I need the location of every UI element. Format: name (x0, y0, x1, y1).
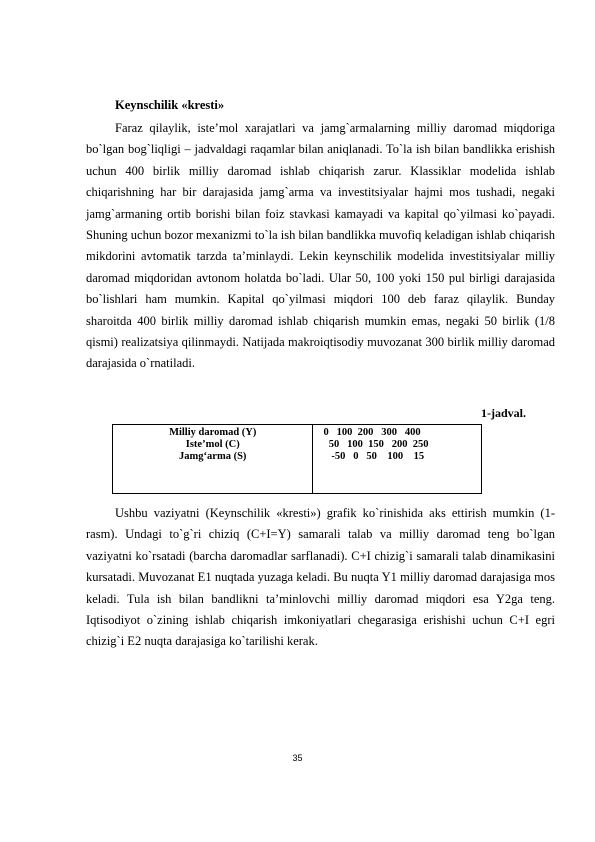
table-label-savings: Jamg‘arma (S) (179, 451, 247, 462)
table-values-consumption: 50 100 150 200 250 (323, 439, 429, 450)
data-table (112, 424, 482, 494)
table-label-consumption: Iste’mol (C) (185, 439, 240, 450)
table-values-savings: -50 0 50 100 15 (323, 451, 425, 462)
table-value-column (313, 425, 482, 494)
paragraph-graph: Ushbu vaziyatni (Keynschilik «kresti») grafik ko`rinishida aks ettirish mumkin (1-rasm). Undagi to`g`ri chiziq (C+I=Y) samarali talab va milliy daromad teng bo`lgan vaziyatni ko`rsatadi (barcha daromadlar sarflanadi). C+I chizig`i samarali talab dinamikasini kursatadi. Muvozanat E1 nuqtada yuzaga keladi. Bu nuqta Y1 milliy daromad darajasiga mos keladi. Tula ish bilan bandlikni ta’minlovchi milliy daromad miqdori esa Y2ga teng. Iqtisodiyot o`zining ishlab chiqarish imkoniyatlari chegarasiga erishishi uchun C+I egri chizig`i E2 nuqta darajasiga ko`tarilishi kerak. (86, 506, 555, 649)
paragraph-intro: Faraz qilaylik, iste’mol xarajatlari va jamg`armalarning milliy daromad miqdoriga bo`lgan bog`liqligi – jadvaldagi raqamlar bilan aniqlanadi. To`la ish bilan bandlikka erishish uchun 400 birlik milliy daromad ishlab chiqarish zarur. Klassiklar modelida ishlab chiqarishning har bir darajasida jamg`arma va investitsiyalar hajmi mos tushadi, negaki jamg`armaning ortib borishi bilan foiz stavkasi kamayadi va kapital qo`yilmasi ko`payadi. Shuning uchun bozor mexanizmi to`la ish bilan bandlikka muvofiq keladigan ishlab chiqarish mikdorini avtomatik tarzda ta’minlaydi. Lekin keynschilik modelida investitsiyalar milliy daromad miqdoridan avtonom holatda bo`ladi. Ular 50, 100 yoki 150 pul birligi darajasida bo`lishlari ham mumkin. Kapital qo`yilmasi miqdori 100 deb faraz qilaylik. Bunday sharoitda 400 birlik milliy daromad ishlab chiqarish mumkin emas, negaki 50 birlik (1/8 qismi) realizatsiya qilinmaydi. Natijada makroiqtisodiy muvozanat 300 birlik milliy daromad darajasida o`rnatiladi. (86, 121, 556, 371)
page-number: 35 (292, 753, 303, 763)
table-label-column (113, 425, 313, 494)
table-label-income: Milliy daromad (Y) (169, 427, 257, 438)
table-caption: 1-jadval. (481, 406, 526, 420)
table-values-income: 0 100 200 300 400 (323, 427, 421, 438)
section-heading: Keynschilik «kresti» (115, 98, 225, 112)
